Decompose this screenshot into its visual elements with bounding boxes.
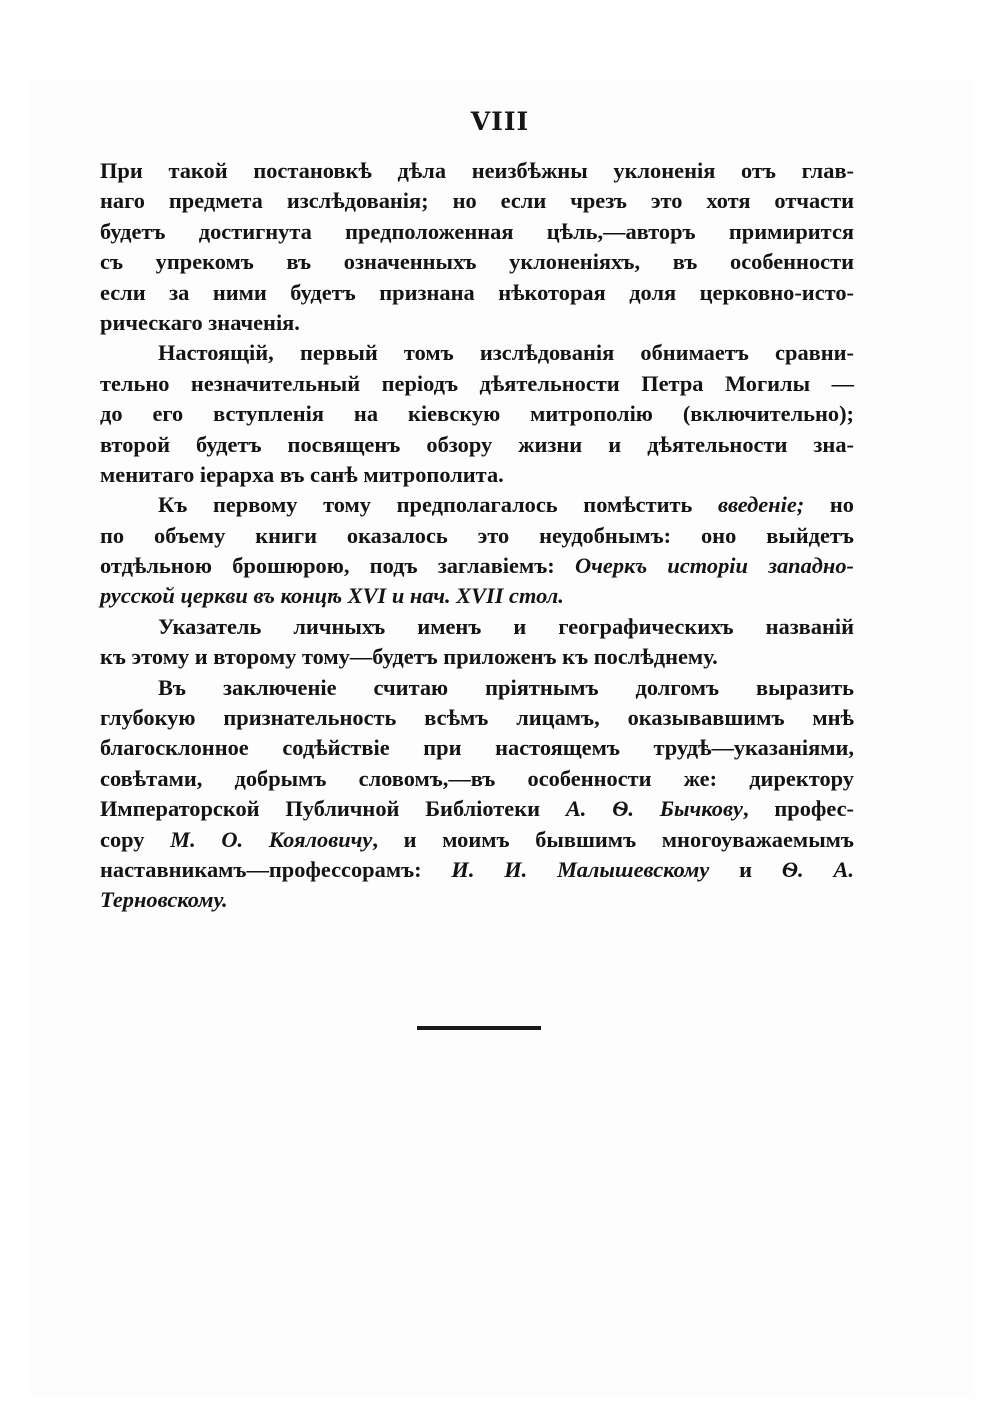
italic-text: Терновскому. — [100, 887, 228, 913]
text-run: Императорской Публичной Библіотеки — [100, 796, 566, 822]
text-line — [100, 460, 854, 490]
text-run: Настоящій, первый томъ изслѣдованія обнимаетъ сравни- — [158, 340, 854, 366]
text-line — [100, 430, 854, 460]
paragraph — [100, 490, 854, 612]
text-line — [100, 581, 854, 611]
text-line — [100, 551, 854, 581]
text-run: по объему книги оказалось это неудобнымъ: оно выйдетъ — [100, 522, 854, 548]
text-run: менитаго іерарха въ санѣ митрополита. — [100, 461, 504, 487]
text-run: будетъ достигнута предположенная цѣль,—авторъ примирится — [100, 218, 854, 244]
italic-text: М. О. Кояловичу — [170, 826, 373, 852]
italic-text: русской церкви въ концѣ XVI и нач. XVII стол. — [100, 583, 564, 609]
text-line — [100, 612, 854, 642]
text-run: съ упрекомъ въ означенныхъ уклоненіяхъ, въ особенности — [100, 249, 854, 275]
paragraph — [100, 338, 854, 490]
text-line — [100, 703, 854, 733]
paragraph — [100, 612, 854, 673]
text-run: Въ заключеніе считаю пріятнымъ долгомъ выразить — [158, 674, 854, 700]
text-line — [100, 369, 854, 399]
end-rule — [417, 1026, 541, 1030]
italic-text: Очеркъ исторіи западно- — [574, 553, 854, 579]
text-run: глубокую признательность всѣмъ лицамъ, оказывавшимъ мнѣ — [100, 705, 854, 731]
page-number: VIII — [470, 107, 530, 136]
text-run: благосклонное содѣйствіе при настоящемъ трудѣ—указаніями, — [100, 735, 854, 761]
text-run: отдѣльною брошюрою, подъ заглавіемъ: — [100, 553, 575, 579]
text-run: сору — [100, 826, 171, 852]
text-line — [100, 247, 854, 277]
text-line — [100, 338, 854, 368]
text-line — [100, 642, 854, 672]
text-line — [100, 308, 854, 338]
text-line — [100, 156, 854, 186]
text-run: тельно незначительный періодъ дѣятельности Петра Могилы — — [100, 370, 854, 396]
italic-text: введеніе; — [718, 492, 805, 518]
paragraph — [100, 673, 854, 916]
paragraph — [100, 156, 854, 338]
text-run: , и моимъ бывшимъ многоуважаемымъ — [372, 826, 854, 852]
text-line — [100, 794, 854, 824]
text-line — [100, 490, 854, 520]
text-run: совѣтами, добрымъ словомъ,—въ особенности же: директору — [100, 765, 854, 791]
text-run: При такой постановкѣ дѣла неизбѣжны уклоненія отъ глав- — [100, 158, 854, 183]
text-line — [100, 278, 854, 308]
text-line — [100, 217, 854, 247]
text-line — [100, 186, 854, 216]
text-line — [100, 885, 854, 915]
text-run: рическаго значенія. — [100, 309, 300, 335]
text-run: и — [709, 856, 782, 882]
text-run: наставникамъ—профессорамъ: — [100, 856, 452, 882]
text-line — [100, 673, 854, 703]
text-line — [100, 855, 854, 885]
text-line — [100, 399, 854, 429]
text-run: наго предмета изслѣдованія; но если чрезъ это хотя отчасти — [100, 188, 854, 214]
text-run: до его вступленія на кіевскую митрополію (включительно); — [100, 401, 854, 427]
text-line — [100, 733, 854, 763]
text-line — [100, 764, 854, 794]
text-run: Указатель личныхъ именъ и географическихъ названій — [158, 613, 854, 639]
text-run: если за ними будетъ признана нѣкоторая доля церковно-исто- — [100, 279, 854, 305]
preface-text — [100, 156, 854, 916]
text-line — [100, 825, 854, 855]
text-run: но — [804, 492, 854, 518]
text-line — [100, 521, 854, 551]
italic-text: И. И. Малышевскому — [451, 856, 710, 882]
italic-text: А. Ѳ. Бычкову — [565, 796, 743, 822]
text-run: къ этому и второму тому—будетъ приложенъ къ послѣднему. — [100, 644, 718, 670]
text-run: , профес- — [742, 796, 855, 822]
text-run: Къ первому тому предполагалось помѣстить — [158, 492, 719, 518]
italic-text: Ѳ. А. — [781, 856, 854, 882]
text-run: второй будетъ посвященъ обзору жизни и дѣятельности зна- — [100, 431, 854, 457]
